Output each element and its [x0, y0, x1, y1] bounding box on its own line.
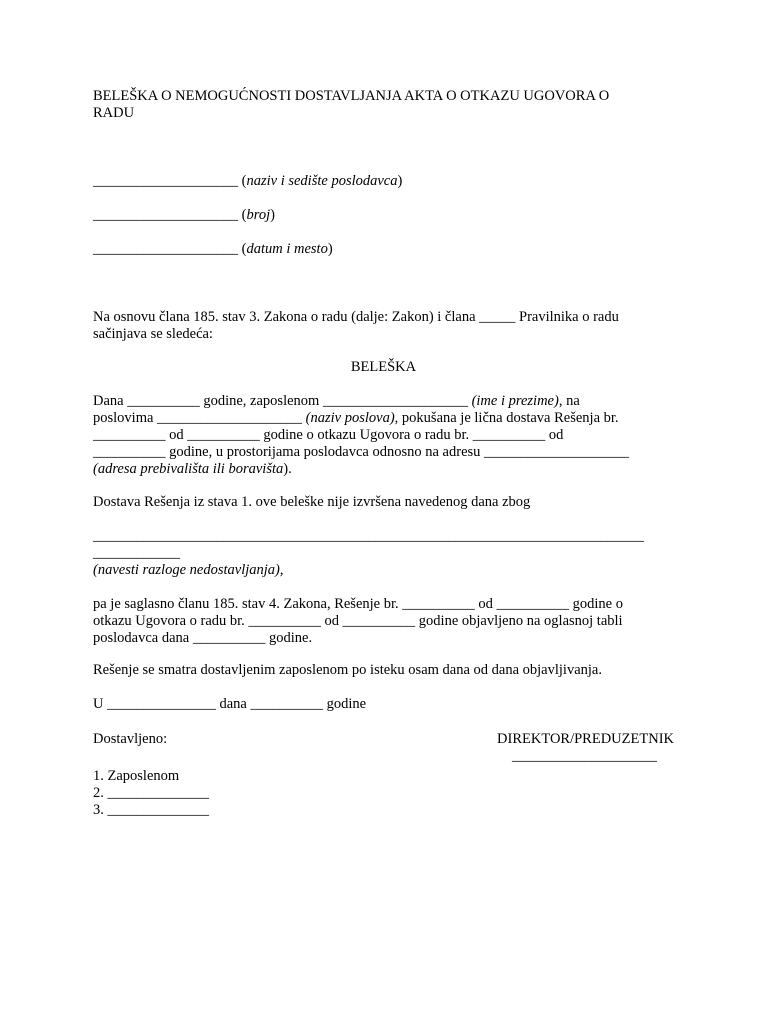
number-blank: ____________________ — [93, 207, 238, 223]
date-place-field: ____________________ (datum i mesto) — [93, 241, 333, 257]
intro-line-2: sačinjava se sledeća: — [93, 326, 213, 342]
paragraph-3-line-2: otkazu Ugovora o radu br. __________ od __________ godine objavljeno na oglasnoj tabli — [93, 613, 623, 629]
number-label: broj — [246, 207, 271, 223]
place-date-line: U _______________ dana __________ godine — [93, 696, 367, 712]
paragraph-4: Rešenje se smatra dostavljenim zaposlenom po isteku osam dana od dana objavljivanja. — [93, 662, 602, 678]
date-place-label: datum i mesto — [246, 241, 328, 257]
employer-name-blank: ____________________ — [93, 173, 238, 189]
recipient-item-1: 1. Zaposlenom — [93, 768, 180, 784]
full-name-label: (ime i prezime) — [471, 393, 559, 409]
paragraph-3-line-3: poslodavca dana __________ godine. — [93, 630, 313, 646]
intro-line-1: Na osnovu člana 185. stav 3. Zakona o radu (dalje: Zakon) i člana _____ Pravilnika o radu — [93, 309, 619, 325]
paragraph-1-line-5: (adresa prebivališta ili boravišta). — [93, 461, 292, 477]
employer-name-label: naziv i sedište poslodavca — [246, 173, 398, 189]
signatory-title: DIREKTOR/PREDUZETNIK — [497, 731, 674, 747]
address-label: (adresa prebivališta ili boravišta — [93, 461, 284, 477]
reason-blank-line-2: ____________ — [93, 545, 180, 561]
paragraph-1-line-2: poslovima ____________________ (naziv poslova), pokušana je lična dostava Rešenja br. — [93, 410, 619, 426]
paragraph-1-line-4: __________ godine, u prostorijama poslodavca odnosno na adresu ____________________ — [93, 444, 630, 460]
job-title-label: (naziv poslova) — [305, 410, 395, 426]
reason-label: (navesti razloge nedostavljanja), — [93, 562, 284, 578]
document-title-line-2: RADU — [93, 105, 135, 121]
paragraph-2-line-1: Dostava Rešenja iz stava 1. ove beleške nije izvršena navedenog dana zbog — [93, 494, 531, 510]
delivered-label: Dostavljeno: — [93, 731, 168, 747]
employer-name-field: ____________________ (naziv i sedište poslodavca) — [93, 173, 403, 189]
note-heading: BELEŠKA — [350, 359, 417, 375]
document-title-line-1: BELEŠKA O NEMOGUĆNOSTI DOSTAVLJANJA AKTA O OTKAZU UGOVORA O — [93, 88, 610, 104]
paragraph-1-line-1: Dana __________ godine, zaposlenom ____________________ (ime i prezime), na — [93, 393, 580, 409]
paragraph-1-line-3: __________ od __________ godine o otkazu Ugovora o radu br. __________ od — [93, 427, 564, 443]
paragraph-3-line-1: pa je saglasno članu 185. stav 4. Zakona, Rešenje br. __________ od __________ godine o — [93, 596, 623, 612]
date-place-blank: ____________________ — [93, 241, 238, 257]
number-field: ____________________ (broj) — [93, 207, 275, 223]
recipient-item-3: 3. ______________ — [93, 802, 209, 818]
reason-blank-line-1: ____________________________________________________________________________ — [93, 528, 644, 544]
signature-line: ____________________ — [512, 748, 657, 764]
recipient-item-2: 2. ______________ — [93, 785, 209, 801]
